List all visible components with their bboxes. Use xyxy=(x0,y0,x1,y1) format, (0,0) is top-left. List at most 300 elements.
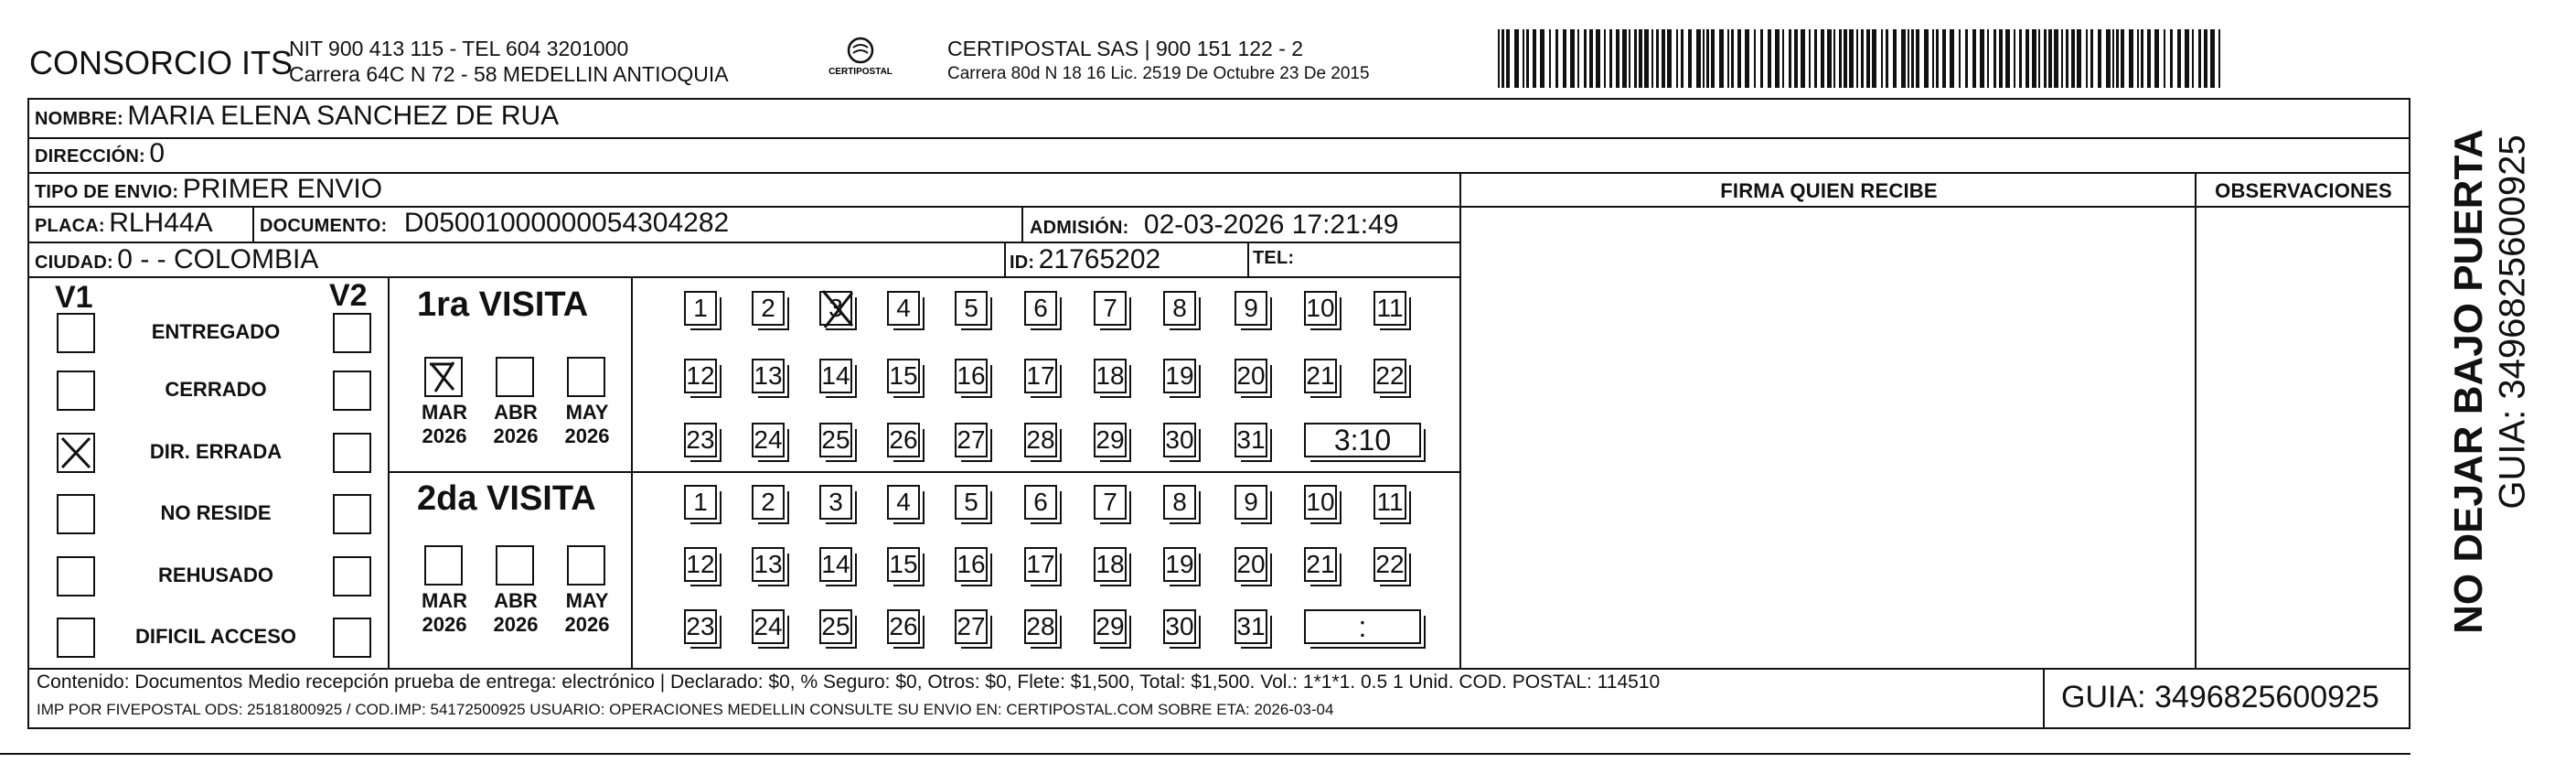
nombre-label: NOMBRE: xyxy=(35,109,123,129)
day-box[interactable] xyxy=(819,359,852,393)
footer-print-info: IMP POR FIVEPOSTAL ODS: 25181800925 / COD.IMP: 54172500925 USUARIO: OPERACIONES MEDELLIN CONSULTE SU ENVIO EN: CERTIPOSTAL.COM SOBRE ETA: 2026-03-04 xyxy=(37,701,1334,718)
ciudad-label: CIUDAD: xyxy=(35,253,113,273)
day-box[interactable] xyxy=(1094,485,1127,520)
day-number: 27 xyxy=(957,425,986,454)
v1-checkbox[interactable] xyxy=(57,494,95,534)
barcode-bar xyxy=(1901,29,1906,88)
visit2-title: 2da VISITA xyxy=(417,479,596,518)
barcode-bar xyxy=(2218,29,2220,88)
day-box[interactable] xyxy=(1235,485,1267,520)
day-number: 10 xyxy=(1306,488,1335,516)
day-box[interactable] xyxy=(1235,609,1267,644)
day-box[interactable] xyxy=(752,547,785,582)
barcode-bar xyxy=(2147,29,2151,88)
day-box[interactable] xyxy=(752,423,785,457)
barcode-bar xyxy=(1768,29,1771,88)
barcode-bar xyxy=(1972,29,1976,88)
month-year: 2026 xyxy=(564,613,610,636)
month-year: 2026 xyxy=(493,613,539,636)
day-box[interactable] xyxy=(819,291,852,326)
month-year: 2026 xyxy=(564,424,610,447)
day-number: 17 xyxy=(1026,550,1055,578)
status-reason-label: REHUSADO xyxy=(158,564,273,586)
barcode-bar xyxy=(2077,29,2081,88)
day-number: 4 xyxy=(896,294,911,322)
day-box[interactable] xyxy=(819,485,852,520)
barcode-bar xyxy=(1844,29,1847,88)
certipostal-logo xyxy=(828,35,893,82)
v1-checkbox[interactable] xyxy=(57,556,95,596)
barcode-bar xyxy=(2129,29,2133,88)
documento-value: D05001000000054304282 xyxy=(403,208,730,238)
day-box[interactable] xyxy=(1024,423,1057,457)
barcode-bar xyxy=(1634,29,1637,88)
barcode-bar xyxy=(2066,29,2068,88)
day-box[interactable] xyxy=(1163,291,1196,326)
barcode-bar xyxy=(1506,29,1510,88)
barcode-bar xyxy=(1622,29,1627,88)
barcode xyxy=(1498,29,2225,88)
barcode-bar xyxy=(1950,29,1954,88)
day-number: 5 xyxy=(964,488,978,516)
day-box[interactable] xyxy=(1374,291,1406,326)
day-box[interactable] xyxy=(1163,609,1196,644)
id-label: ID: xyxy=(1010,253,1035,273)
barcode-bar xyxy=(1893,29,1897,88)
barcode-bar xyxy=(1526,29,1529,88)
barcode-bar xyxy=(1589,29,1593,88)
barcode-bar xyxy=(2121,29,2124,88)
day-box[interactable] xyxy=(887,359,920,393)
day-number: 17 xyxy=(1026,361,1055,390)
day-number: 15 xyxy=(889,550,918,578)
barcode-bar xyxy=(1644,29,1649,88)
day-number: 21 xyxy=(1306,550,1335,578)
barcode-bar xyxy=(2071,29,2075,88)
day-number: 28 xyxy=(1026,425,1055,454)
time-box[interactable] xyxy=(1304,609,1421,644)
tel-label: TEL: xyxy=(1253,248,1295,268)
day-number: 27 xyxy=(957,612,986,640)
barcode-bar xyxy=(1942,29,1946,88)
barcode-bar xyxy=(1999,29,2003,88)
month-name: MAY xyxy=(565,401,609,424)
day-box[interactable] xyxy=(887,609,920,644)
footer-content: Contenido: Documentos Medio recepción prueba de entrega: electrónico | Declarado: $0, % Seguro: $0, Otros: $0, Flete: $1,500, Total: $1,500. Vol.: 1*1*1. 0.5 1 Unid. COD. POSTAL: 114510 xyxy=(37,672,1661,693)
documento-label: DOCUMENTO: xyxy=(260,216,388,236)
day-box[interactable] xyxy=(955,423,988,457)
nombre-row xyxy=(35,101,559,132)
v1-checkbox[interactable] xyxy=(57,371,95,411)
visit1-title: 1ra VISITA xyxy=(417,285,589,324)
barcode-bar xyxy=(1719,29,1724,88)
month-checkbox[interactable] xyxy=(424,545,463,586)
month-checkbox[interactable] xyxy=(496,357,534,397)
barcode-bar xyxy=(2026,29,2029,88)
barcode-bar xyxy=(1872,29,1876,88)
day-box[interactable] xyxy=(684,423,717,457)
day-number: 6 xyxy=(1033,294,1048,322)
day-number: 26 xyxy=(889,612,918,640)
day-box[interactable] xyxy=(819,609,852,644)
barcode-bar xyxy=(2005,29,2010,88)
barcode-bar xyxy=(1577,29,1579,88)
status-reason-label: ENTREGADO xyxy=(151,320,281,343)
day-box[interactable] xyxy=(1094,423,1127,457)
barcode-bar xyxy=(1706,29,1709,88)
id-value: 21765202 xyxy=(1038,244,1161,274)
day-number: 31 xyxy=(1236,425,1266,454)
barcode-bar xyxy=(1596,29,1600,88)
day-box[interactable] xyxy=(1304,359,1337,393)
day-box[interactable] xyxy=(1374,359,1406,393)
day-number: 12 xyxy=(686,550,715,578)
barcode-bar xyxy=(2192,29,2194,88)
barcode-bar xyxy=(1936,29,1939,88)
day-box[interactable] xyxy=(1374,547,1406,582)
direccion-row xyxy=(35,138,165,169)
v1-checkbox[interactable] xyxy=(57,618,95,658)
month-name: MAR xyxy=(421,401,468,424)
day-number: 3 xyxy=(828,488,843,516)
carrier-info-line1: CERTIPOSTAL SAS | 900 151 122 - 2 xyxy=(947,37,1304,60)
barcode-bar xyxy=(1980,29,1984,88)
v2-header: V2 xyxy=(329,278,368,313)
day-box[interactable] xyxy=(1374,485,1406,520)
day-box[interactable] xyxy=(819,547,852,582)
barcode-bar xyxy=(1731,29,1734,88)
carrier-info-line2: Carrera 80d N 18 16 Lic. 2519 De Octubre 23 De 2015 xyxy=(947,64,1370,83)
barcode-bar xyxy=(2210,29,2215,88)
barcode-bar xyxy=(1760,29,1763,88)
barcode-bar xyxy=(1814,29,1817,88)
barcode-bar xyxy=(1711,29,1715,88)
ciudad-value: 0 - - COLOMBIA xyxy=(117,244,319,274)
barcode-bar xyxy=(1651,29,1653,88)
day-number: 25 xyxy=(821,425,850,454)
barcode-bar xyxy=(1540,29,1545,88)
month-year: 2026 xyxy=(422,613,467,636)
barcode-bar xyxy=(2086,29,2088,88)
time-box[interactable] xyxy=(1304,423,1421,457)
day-box[interactable] xyxy=(1163,547,1196,582)
day-box[interactable] xyxy=(1094,291,1127,326)
day-box[interactable] xyxy=(887,547,920,582)
barcode-bar xyxy=(1754,29,1756,88)
barcode-bar xyxy=(1523,29,1524,88)
no-dejar-bajo-puerta: NO DEJAR BAJO PUERTA xyxy=(2446,129,2491,634)
side-notice xyxy=(2412,121,2533,642)
id-cell xyxy=(1010,244,1160,275)
day-box[interactable] xyxy=(955,291,988,326)
day-box[interactable] xyxy=(887,485,920,520)
barcode-bar xyxy=(1861,29,1864,88)
day-number: 26 xyxy=(889,425,918,454)
day-box[interactable] xyxy=(1024,291,1057,326)
day-number: 13 xyxy=(754,550,783,578)
day-box[interactable] xyxy=(955,485,988,520)
v1-checkbox[interactable] xyxy=(57,433,95,473)
barcode-bar xyxy=(2038,29,2040,88)
barcode-bar xyxy=(2137,29,2139,88)
firma-label: FIRMA QUIEN RECIBE xyxy=(1720,179,1938,202)
barcode-bar xyxy=(1809,29,1811,88)
v1-header: V1 xyxy=(55,280,93,315)
admision-label: ADMISIÓN: xyxy=(1030,218,1129,238)
day-number: 5 xyxy=(964,294,978,322)
barcode-bar xyxy=(1833,29,1835,88)
day-number: 7 xyxy=(1103,488,1117,516)
day-box[interactable] xyxy=(1163,359,1196,393)
barcode-bar xyxy=(1911,29,1914,88)
day-number: 31 xyxy=(1236,612,1266,640)
barcode-bar xyxy=(2106,29,2111,88)
barcode-bar xyxy=(1821,29,1824,88)
time-value: : xyxy=(1358,610,1367,643)
month-label xyxy=(560,401,615,448)
tipo-envio-label: TIPO DE ENVIO: xyxy=(35,182,179,202)
day-box[interactable] xyxy=(1304,547,1337,582)
barcode-bar xyxy=(1856,29,1858,88)
day-box[interactable] xyxy=(1163,423,1196,457)
day-number: 20 xyxy=(1236,361,1266,390)
day-box[interactable] xyxy=(955,547,988,582)
ciudad-cell xyxy=(35,244,318,275)
day-box[interactable] xyxy=(1304,485,1337,520)
barcode-bar xyxy=(1555,29,1558,88)
day-number: 21 xyxy=(1306,361,1335,390)
barcode-bar xyxy=(1916,29,1919,88)
day-number: 24 xyxy=(754,425,783,454)
barcode-bar xyxy=(1696,29,1701,88)
day-box[interactable] xyxy=(752,485,785,520)
day-box[interactable] xyxy=(752,359,785,393)
day-number: 29 xyxy=(1096,425,1125,454)
day-number: 1 xyxy=(693,488,708,516)
v2-checkbox[interactable] xyxy=(333,313,371,353)
barcode-bar xyxy=(1662,29,1665,88)
barcode-bar xyxy=(1498,29,1500,88)
side-guia: GUIA: 3496825600925 xyxy=(2492,134,2533,510)
barcode-bar xyxy=(1908,29,1909,88)
day-box[interactable] xyxy=(1235,359,1267,393)
day-box[interactable] xyxy=(1235,423,1267,457)
direccion-value: 0 xyxy=(149,138,166,168)
day-number: 1 xyxy=(693,294,708,322)
day-number: 25 xyxy=(821,612,850,640)
barcode-bar xyxy=(2185,29,2189,88)
barcode-bar xyxy=(1609,29,1612,88)
day-box[interactable] xyxy=(887,291,920,326)
day-box[interactable] xyxy=(684,291,717,326)
day-number: 22 xyxy=(1375,550,1405,578)
status-reason-label: NO RESIDE xyxy=(160,501,272,524)
barcode-bar xyxy=(2032,29,2036,88)
month-label xyxy=(488,401,543,448)
day-number: 30 xyxy=(1165,425,1194,454)
day-box[interactable] xyxy=(684,609,717,644)
status-reason-label: DIR. ERRADA xyxy=(149,440,283,463)
barcode-bar xyxy=(1959,29,1961,88)
admision-cell xyxy=(1030,210,1399,241)
barcode-bar xyxy=(1745,29,1749,88)
month-checkbox[interactable] xyxy=(496,545,534,586)
status-reason-label: CERRADO xyxy=(165,378,267,401)
day-box[interactable] xyxy=(684,547,717,582)
logo-caption: CERTIPOSTAL xyxy=(828,67,893,77)
day-box[interactable] xyxy=(684,359,717,393)
barcode-bar xyxy=(1727,29,1729,88)
day-number: 9 xyxy=(1244,294,1258,322)
barcode-bar xyxy=(1570,29,1575,88)
day-number: 14 xyxy=(821,361,850,390)
v2-checkbox[interactable] xyxy=(333,433,371,473)
barcode-bar xyxy=(2177,29,2181,88)
day-box[interactable] xyxy=(1094,359,1127,393)
direccion-label: DIRECCIÓN: xyxy=(35,146,145,167)
tipo-envio-row xyxy=(35,174,382,205)
barcode-bar xyxy=(2061,29,2063,88)
month-checkbox[interactable] xyxy=(424,357,463,397)
barcode-bar xyxy=(2019,29,2022,88)
day-box[interactable] xyxy=(1163,485,1196,520)
day-box[interactable] xyxy=(752,609,785,644)
day-box[interactable] xyxy=(887,423,920,457)
barcode-bar xyxy=(2170,29,2173,88)
barcode-bar xyxy=(1924,29,1929,88)
month-checkbox[interactable] xyxy=(567,545,605,586)
barcode-bar xyxy=(1549,29,1551,88)
day-number: 10 xyxy=(1306,294,1335,322)
month-name: MAY xyxy=(565,589,609,612)
day-number: 11 xyxy=(1376,294,1404,322)
x-mark-icon xyxy=(819,289,856,329)
day-box[interactable] xyxy=(752,291,785,326)
day-number: 23 xyxy=(686,425,715,454)
barcode-bar xyxy=(1629,29,1630,88)
day-number: 7 xyxy=(1103,294,1117,322)
day-box[interactable] xyxy=(955,609,988,644)
barcode-bar xyxy=(1886,29,1888,88)
barcode-bar xyxy=(1616,29,1619,88)
barcode-bar xyxy=(1782,29,1784,88)
barcode-bar xyxy=(1789,29,1791,88)
day-box[interactable] xyxy=(1024,547,1057,582)
day-number: 13 xyxy=(754,361,783,390)
barcode-bar xyxy=(1881,29,1883,88)
day-box[interactable] xyxy=(1094,547,1127,582)
barcode-bar xyxy=(2098,29,2101,88)
barcode-bar xyxy=(1563,29,1566,88)
v2-checkbox[interactable] xyxy=(333,556,371,596)
barcode-bar xyxy=(2164,29,2165,88)
company-info-line1: NIT 900 413 115 - TEL 604 3201000 xyxy=(289,37,629,60)
barcode-bar xyxy=(1932,29,1934,88)
month-year: 2026 xyxy=(422,424,467,447)
barcode-bar xyxy=(1656,29,1659,88)
placa-value: RLH44A xyxy=(109,208,213,238)
v1-checkbox[interactable] xyxy=(57,313,95,353)
placa-label: PLACA: xyxy=(35,216,105,236)
certipostal-logo-icon xyxy=(828,35,893,82)
barcode-bar xyxy=(1794,29,1798,88)
v2-checkbox[interactable] xyxy=(333,618,371,658)
day-box[interactable] xyxy=(1094,609,1127,644)
barcode-bar xyxy=(1703,29,1705,88)
tipo-envio-value: PRIMER ENVIO xyxy=(182,174,383,204)
v2-checkbox[interactable] xyxy=(333,371,371,411)
barcode-bar xyxy=(1827,29,1832,88)
month-label xyxy=(417,589,472,637)
barcode-bar xyxy=(2090,29,2093,88)
day-box[interactable] xyxy=(1024,609,1057,644)
barcode-bar xyxy=(1775,29,1780,88)
barcode-bar xyxy=(2112,29,2114,88)
status-reason-label: DIFICIL ACCESO xyxy=(134,625,296,648)
documento-cell xyxy=(260,208,729,239)
barcode-bar xyxy=(1965,29,1968,88)
month-label xyxy=(560,589,615,637)
day-number: 9 xyxy=(1244,488,1258,516)
day-box[interactable] xyxy=(684,485,717,520)
month-checkbox[interactable] xyxy=(567,357,605,397)
day-box[interactable] xyxy=(1024,359,1057,393)
barcode-bar xyxy=(1584,29,1587,88)
barcode-bar xyxy=(2044,29,2047,88)
barcode-bar xyxy=(1737,29,1741,88)
day-number: 16 xyxy=(957,361,986,390)
day-number: 3 xyxy=(828,294,843,322)
company-info-line2: Carrera 64C N 72 - 58 MEDELLIN ANTIOQUIA xyxy=(289,62,729,86)
tel-cell xyxy=(1253,248,1294,269)
footer-guia: GUIA: 3496825600925 xyxy=(2061,680,2379,715)
month-year: 2026 xyxy=(493,424,539,447)
day-number: 6 xyxy=(1033,488,1048,516)
barcode-bar xyxy=(1987,29,1989,88)
month-name: ABR xyxy=(494,589,538,612)
day-number: 19 xyxy=(1165,550,1194,578)
day-box[interactable] xyxy=(1024,485,1057,520)
barcode-bar xyxy=(1839,29,1842,88)
day-number: 15 xyxy=(889,361,918,390)
placa-cell xyxy=(35,208,213,239)
day-number: 8 xyxy=(1172,488,1187,516)
observaciones-label: OBSERVACIONES xyxy=(2215,179,2392,202)
month-name: MAR xyxy=(421,589,468,612)
barcode-bar xyxy=(1502,29,1504,88)
barcode-bar xyxy=(2154,29,2159,88)
day-box[interactable] xyxy=(1235,547,1267,582)
admision-value: 02-03-2026 17:21:49 xyxy=(1143,210,1399,240)
barcode-bar xyxy=(1514,29,1519,88)
time-value: 3:10 xyxy=(1333,424,1392,457)
barcode-bar xyxy=(2048,29,2052,88)
day-box[interactable] xyxy=(819,423,852,457)
day-number: 19 xyxy=(1165,361,1194,390)
v2-checkbox[interactable] xyxy=(333,494,371,534)
day-number: 8 xyxy=(1172,294,1187,322)
barcode-bar xyxy=(2198,29,2201,88)
day-box[interactable] xyxy=(1235,291,1267,326)
barcode-bar xyxy=(2141,29,2143,88)
barcode-bar xyxy=(2116,29,2119,88)
day-box[interactable] xyxy=(1304,291,1337,326)
barcode-bar xyxy=(1667,29,1672,88)
barcode-bar xyxy=(1866,29,1870,88)
day-number: 22 xyxy=(1375,361,1405,390)
day-box[interactable] xyxy=(955,359,988,393)
day-number: 18 xyxy=(1096,361,1125,390)
